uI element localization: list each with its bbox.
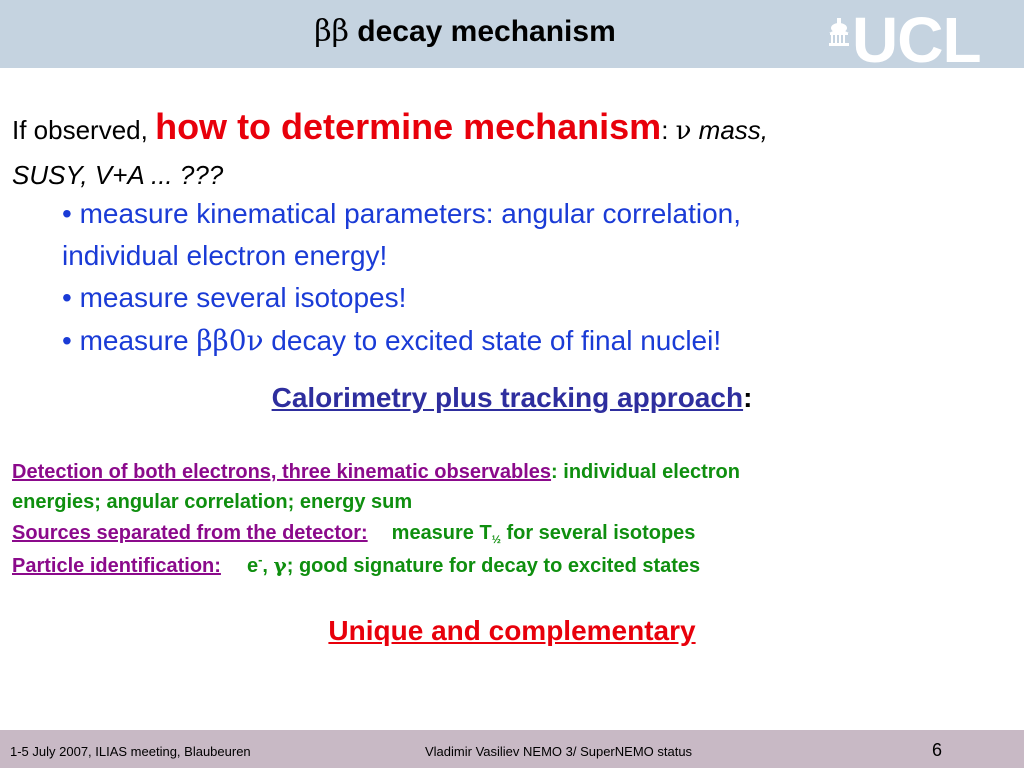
bullet-3-pre: • measure — [62, 325, 197, 356]
bullet-2: • measure several isotopes! — [62, 282, 407, 313]
page-number: 6 — [932, 740, 943, 760]
slide-title — [0, 14, 930, 49]
bullet-1-line-2: individual electron energy! — [62, 240, 388, 271]
detection-label: Detection of both electrons, three kinematic observables — [12, 461, 552, 483]
pid-post: ; good signature for decay to excited states — [286, 555, 701, 577]
sources-pre: measure T — [391, 522, 492, 544]
pid-line — [12, 552, 700, 578]
conclusion: Unique and complementary — [328, 615, 696, 646]
portico-icon — [828, 18, 850, 46]
pid-sup: - — [258, 552, 263, 567]
sources-label: Sources separated from the detector: — [12, 522, 368, 544]
intro-line-2: SUSY, V+A ... ??? — [12, 160, 224, 190]
footer-center: Vladimir Vasiliev NEMO 3/ SuperNEMO status — [425, 744, 693, 759]
approach-colon: : — [743, 382, 753, 413]
intro-line-1 — [12, 106, 768, 148]
nu-symbol: ν — [675, 116, 692, 146]
bullet-3-symbol: ββ0ν — [196, 324, 264, 357]
header-bar — [0, 0, 1024, 76]
approach-heading — [0, 382, 1024, 414]
footer-bar — [0, 730, 1024, 768]
bullet-1-line-1: • measure kinematical parameters: angular correlation, — [62, 198, 741, 229]
sources-post: for several isotopes — [500, 522, 696, 544]
title-text: decay mechanism — [348, 15, 616, 48]
bullet-3 — [62, 324, 721, 357]
sources-sub: ½ — [491, 534, 501, 546]
pid-e: e — [246, 555, 259, 577]
title-greek: ββ — [314, 14, 349, 49]
intro-suffix: mass, — [691, 115, 769, 145]
pid-label: Particle identification: — [12, 555, 221, 577]
logo-text: UCL — [852, 4, 981, 76]
gamma-symbol: γ — [273, 553, 287, 577]
footer-left: 1-5 July 2007, ILIAS meeting, Blaubeuren — [10, 744, 251, 759]
bullet-3-post: decay to excited state of final nuclei! — [263, 325, 722, 356]
detection-line-1 — [12, 461, 740, 484]
intro-prefix: If observed, — [12, 115, 156, 145]
detection-line-2: energies; angular correlation; energy sum — [12, 491, 413, 513]
ucl-logo — [828, 4, 1008, 76]
intro-highlight: how to determine mechanism — [155, 106, 662, 147]
detection-text-1: individual electron — [557, 461, 740, 483]
detection-colon: : — [551, 461, 558, 483]
sources-line — [12, 522, 695, 546]
intro-colon: : — [661, 115, 676, 145]
approach-text: Calorimetry plus tracking approach — [271, 382, 744, 413]
pid-comma: , — [262, 555, 274, 577]
